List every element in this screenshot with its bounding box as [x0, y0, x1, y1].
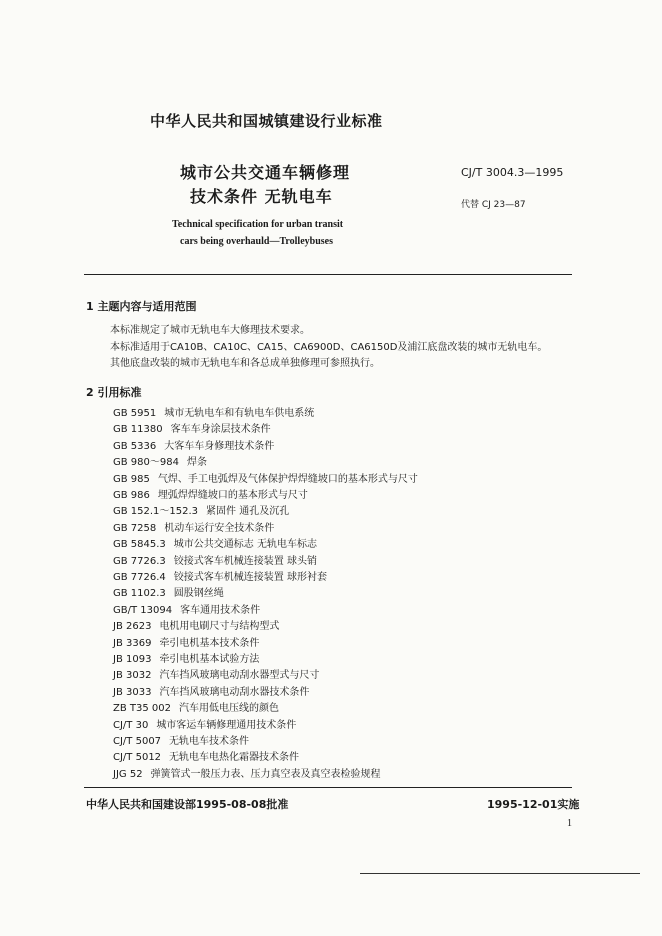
reference-item	[113, 552, 317, 567]
reference-title: 铰接式客车机械连接装置 球形衬套	[173, 572, 327, 583]
reference-code: GB 5845.3	[113, 539, 166, 551]
reference-code: JB 3033	[113, 686, 152, 698]
footer-divider	[84, 787, 572, 788]
reference-title: 城市公共交通标志 无轨电车标志	[173, 539, 317, 551]
standard-code: CJ/T 3004.3—1995	[461, 166, 564, 179]
reference-code: GB 7726.4	[113, 572, 166, 583]
reference-item	[113, 486, 308, 501]
reference-code: CJ/T 30	[113, 719, 149, 731]
reference-code: GB 986	[113, 490, 150, 501]
reference-item	[113, 748, 299, 763]
reference-title: 焊条	[186, 457, 207, 469]
reference-title: 无轨电车技术条件	[169, 736, 250, 747]
reference-item	[113, 519, 274, 534]
reference-code: GB 1102.3	[113, 588, 166, 600]
reference-title: 城市无轨电车和有轨电车供电系统	[164, 408, 315, 419]
title-en-line2: cars being overhauld—Trolleybuses	[180, 236, 333, 247]
title-cn-line2: 技术条件 无轨电车	[190, 187, 333, 206]
reference-item	[113, 502, 289, 517]
reference-code: JJG 52	[113, 768, 143, 780]
reference-title: 机动车运行安全技术条件	[164, 522, 275, 534]
reference-item	[113, 568, 327, 583]
section-1-paragraph: 本标准适用于CA10B、CA10C、CA15、CA6900D、CA6150D及浦江底盘改装的城市无轨电车。	[110, 342, 548, 353]
reference-code: GB 152.1～152.3	[113, 506, 199, 518]
reference-title: 汽车挡风玻璃电动刮水器技术条件	[159, 686, 310, 698]
reference-code: GB 5951	[113, 408, 157, 419]
reference-title: 埋弧焊焊缝坡口的基本形式与尺寸	[157, 490, 308, 501]
issuing-organization: 中华人民共和国城镇建设行业标准	[150, 112, 383, 130]
reference-title: 汽车用低电压线的颜色	[179, 703, 279, 715]
effective-date: 1995-12-01实施	[487, 798, 580, 811]
reference-code: CJ/T 5012	[113, 752, 162, 764]
reference-title: 紧固件 通孔及沉孔	[206, 506, 290, 518]
reference-code: GB 980～984	[113, 457, 179, 469]
reference-title: 城市客运车辆修理通用技术条件	[156, 719, 297, 731]
title-cn-line1: 城市公共交通车辆修理	[180, 163, 351, 182]
reference-item	[113, 634, 259, 649]
reference-title: 铰接式客车机械连接装置 球头销	[173, 555, 317, 567]
reference-code: JB 3369	[113, 637, 152, 649]
reference-item	[113, 765, 381, 780]
reference-item	[113, 683, 309, 698]
reference-title: 无轨电车电热化霜器技术条件	[169, 752, 300, 764]
reference-item	[113, 716, 296, 731]
reference-item	[113, 732, 249, 747]
reference-title: 汽车挡风玻璃电动刮水器型式与尺寸	[159, 670, 320, 682]
reference-item	[113, 650, 259, 665]
reference-item	[113, 420, 271, 435]
reference-title: 牵引电机基本技术条件	[159, 637, 260, 649]
section-1-paragraph: 其他底盘改装的城市无轨电车和各总成单独修理可参照执行。	[110, 358, 380, 369]
reference-item	[113, 699, 279, 714]
reference-title: 客车通用技术条件	[180, 604, 261, 616]
reference-title: 圆股钢丝绳	[173, 588, 224, 600]
reference-code: JB 2623	[113, 621, 152, 633]
reference-item	[113, 453, 207, 468]
reference-title: 大客车车身修理技术条件	[164, 440, 275, 452]
reference-title: 弹簧管式一般压力表、压力真空表及真空表检验规程	[150, 768, 381, 780]
section-1-paragraph: 本标准规定了城市无轨电车大修理技术要求。	[110, 325, 310, 336]
section-1-heading: 1 主题内容与适用范围	[86, 300, 197, 313]
page-number: 1	[567, 818, 572, 829]
reference-title: 电机用电刷尺寸与结构型式	[159, 621, 280, 633]
reference-item	[113, 617, 279, 632]
scan-edge-line	[360, 873, 640, 874]
replaces-standard: 代替 CJ 23—87	[461, 200, 526, 210]
reference-code: GB/T 13094	[113, 604, 173, 616]
section-2-heading: 2 引用标准	[86, 386, 142, 399]
reference-item	[113, 404, 314, 419]
reference-code: JB 3032	[113, 670, 152, 682]
reference-code: ZB T35 002	[113, 703, 171, 715]
reference-item	[113, 535, 317, 550]
title-en-line1: Technical specification for urban transit	[172, 219, 344, 230]
reference-code: JB 1093	[113, 654, 152, 665]
reference-title: 客车车身涂层技术条件	[170, 424, 271, 436]
reference-item	[113, 470, 418, 485]
reference-code: CJ/T 5007	[113, 736, 162, 747]
reference-item	[113, 437, 274, 452]
reference-item	[113, 666, 319, 681]
reference-item	[113, 601, 260, 616]
header-divider	[84, 274, 572, 275]
reference-code: GB 7726.3	[113, 555, 166, 567]
reference-code: GB 985	[113, 473, 150, 485]
reference-title: 牵引电机基本试验方法	[159, 654, 260, 665]
approval-statement: 中华人民共和国建设部1995-08-08批准	[86, 798, 289, 811]
reference-code: GB 11380	[113, 424, 163, 436]
reference-title: 气焊、手工电弧焊及气体保护焊焊缝坡口的基本形式与尺寸	[157, 473, 418, 485]
reference-item	[113, 584, 224, 599]
reference-code: GB 5336	[113, 440, 157, 452]
reference-code: GB 7258	[113, 522, 157, 534]
